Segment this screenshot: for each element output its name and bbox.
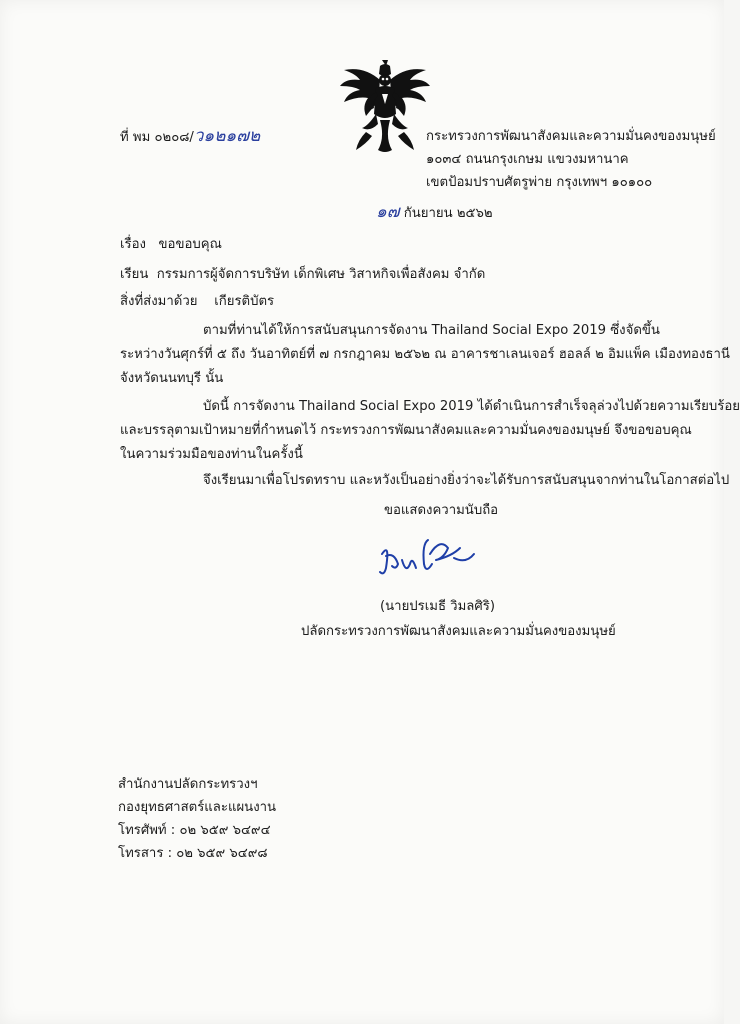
recipient-text: กรรมการผู้จัดการบริษัท เด็กพิเศษ วิสาหกิจเพื่อสังคม จำกัด bbox=[156, 267, 486, 282]
paragraph-1-line-2: ระหว่างวันศุกร์ที่ ๕ ถึง วันอาทิตย์ที่ ๗ กรกฎาคม ๒๕๖๒ ณ อาคารชาเลนเจอร์ ฮอลล์ ๒ อิมแพ็ค เมืองทองธานี bbox=[120, 347, 730, 362]
attachment-line bbox=[120, 293, 274, 310]
address-line-1: ๑๐๓๔ ถนนกรุงเกษม แขวงมหานาค bbox=[426, 152, 629, 167]
recipient-line bbox=[120, 266, 485, 283]
paragraph-1-line-1: ตามที่ท่านได้ให้การสนับสนุนการจัดงาน Thailand Social Expo 2019 ซึ่งจัดขึ้น bbox=[203, 323, 660, 338]
letter-date bbox=[376, 204, 493, 222]
footer-division: กองยุทธศาสตร์และแผนงาน bbox=[118, 800, 277, 815]
paragraph-1-line-3: จังหวัดนนทบุรี นั้น bbox=[120, 371, 224, 386]
address-line-2: เขตป้อมปราบศัตรูพ่าย กรุงเทพฯ ๑๐๑๐๐ bbox=[426, 175, 653, 190]
reference-number bbox=[120, 128, 260, 146]
paragraph-2-line-1: บัดนี้ การจัดงาน Thailand Social Expo 2019 ได้ดำเนินการสำเร็จลุล่วงไปด้วยความเรียบร้อย bbox=[203, 399, 740, 414]
attachment-label: สิ่งที่ส่งมาด้วย bbox=[120, 294, 198, 309]
date-day-handwritten: ๑๗ bbox=[376, 202, 400, 222]
paragraph-2-line-3: ในความร่วมมือของท่านในครั้งนี้ bbox=[120, 447, 303, 462]
closing-salutation: ขอแสดงความนับถือ bbox=[384, 503, 499, 518]
handwritten-signature bbox=[376, 534, 486, 584]
date-month-year: กันยายน ๒๕๖๒ bbox=[403, 206, 493, 221]
paragraph-2-line-2: และบรรลุตามเป้าหมายที่กำหนดไว้ กระทรวงการพัฒนาสังคมและความมั่นคงของมนุษย์ จึงขอขอบคุณ bbox=[120, 423, 692, 438]
footer-fax: โทรสาร : ๐๒ ๖๕๙ ๖๔๙๘ bbox=[118, 846, 268, 861]
subject-label: เรื่อง bbox=[120, 237, 146, 252]
garuda-emblem-icon bbox=[336, 58, 434, 158]
footer-phone: โทรศัพท์ : ๐๒ ๖๕๙ ๖๔๙๔ bbox=[118, 823, 271, 838]
ministry-name: กระทรวงการพัฒนาสังคมและความมั่นคงของมนุษย์ bbox=[426, 129, 716, 144]
footer-office: สำนักงานปลัดกระทรวงฯ bbox=[118, 777, 258, 792]
paragraph-3-line-1: จึงเรียนมาเพื่อโปรดทราบ และหวังเป็นอย่างยิ่งว่าจะได้รับการสนับสนุนจากท่านในโอกาสต่อไป bbox=[203, 473, 730, 488]
signer-title: ปลัดกระทรวงการพัฒนาสังคมและความมั่นคงของมนุษย์ bbox=[301, 624, 616, 639]
subject-text: ขอขอบคุณ bbox=[158, 237, 222, 252]
recipient-label: เรียน bbox=[120, 267, 149, 282]
subject-line bbox=[120, 236, 222, 253]
reference-handwritten-number: ว๑๒๑๗๒ bbox=[193, 126, 261, 146]
reference-label: ที่ พม ๐๒๐๘/ bbox=[120, 130, 194, 145]
signer-name: (นายปรเมธี วิมลศิริ) bbox=[380, 599, 495, 614]
attachment-text: เกียรติบัตร bbox=[214, 294, 275, 309]
